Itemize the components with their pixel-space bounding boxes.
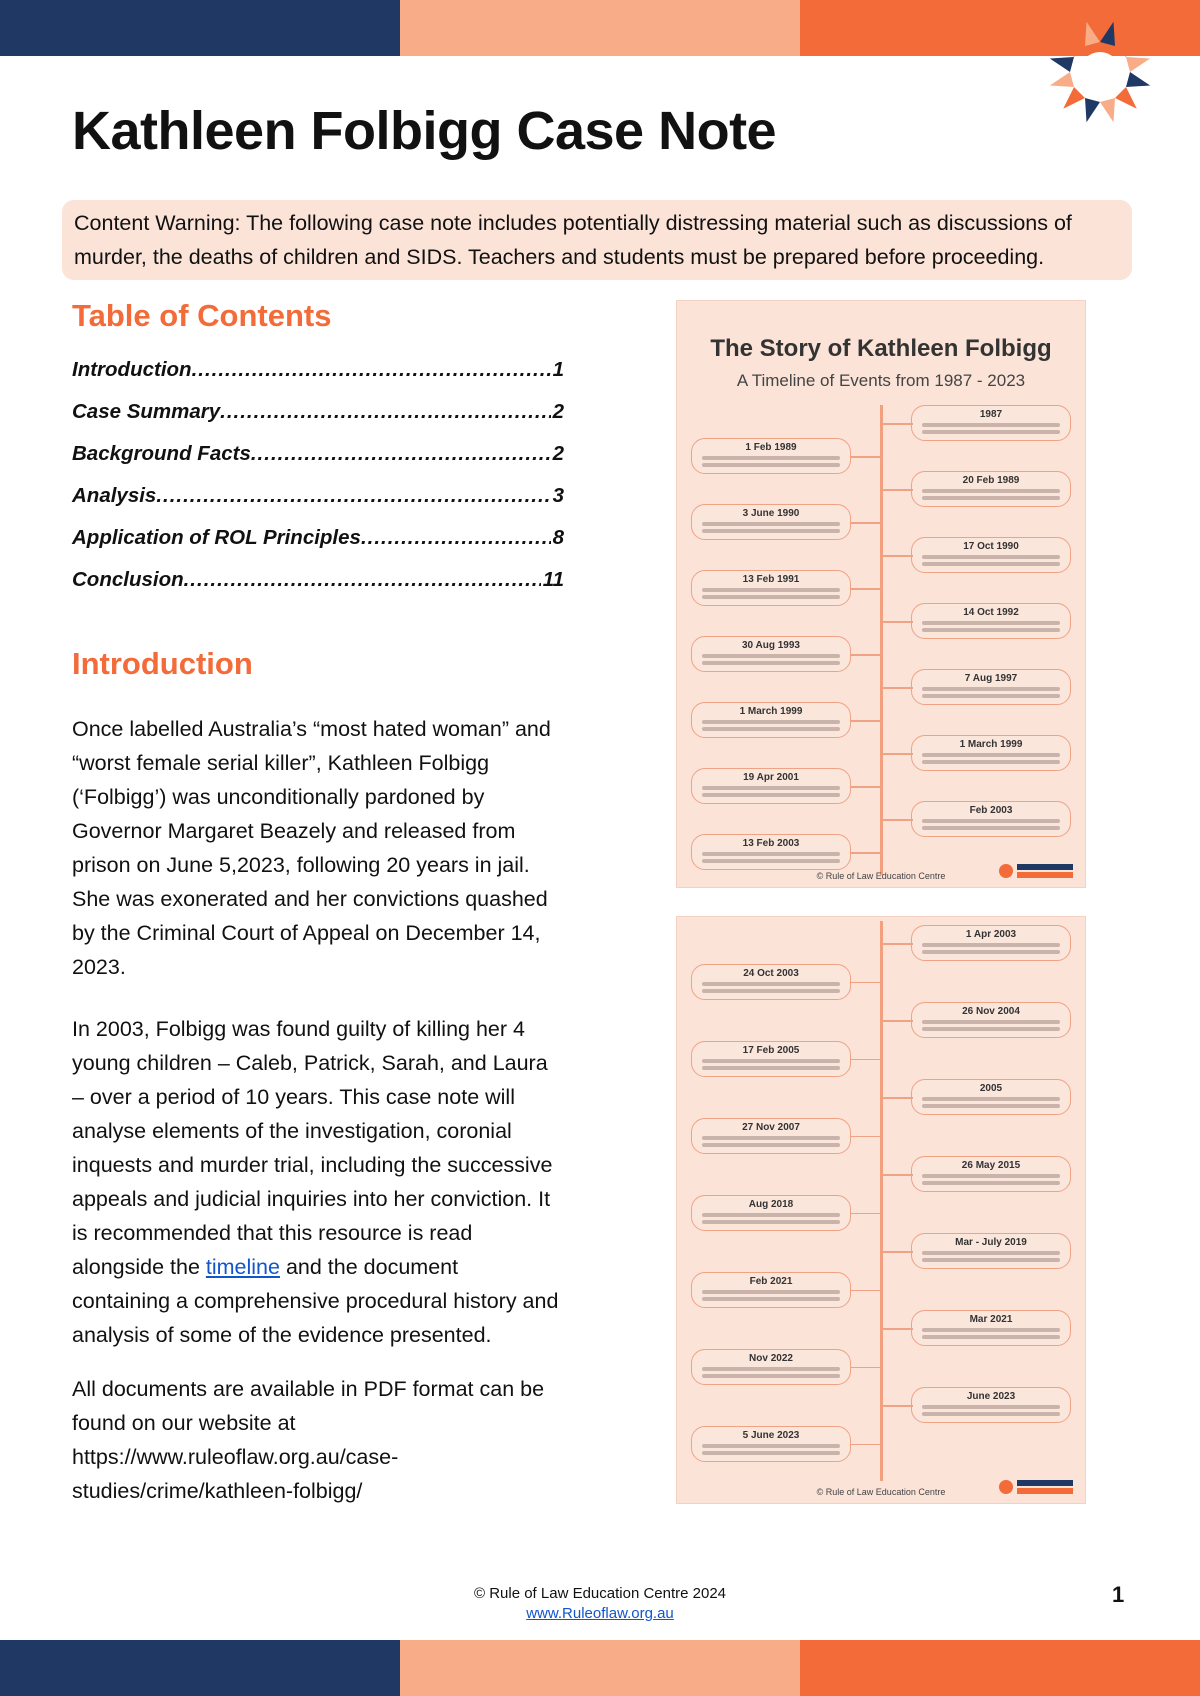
timeline-event-text-placeholder <box>698 654 844 665</box>
timeline-event <box>911 669 1071 705</box>
band-segment-navy <box>0 0 400 56</box>
timeline-event <box>691 964 851 1000</box>
timeline-event <box>691 636 851 672</box>
timeline-event-text-placeholder <box>918 1020 1064 1031</box>
timeline-event-date: 17 Feb 2005 <box>742 1044 800 1056</box>
timeline-connector <box>883 1328 913 1330</box>
timeline-event-date: 1 Apr 2003 <box>965 929 1017 940</box>
timeline-connector <box>883 1405 913 1407</box>
introduction-paragraph-2: In 2003, Folbigg was found guilty of killing her 4 young children – Caleb, Patrick, Sarah, and Laura – over a period of 10 years. This case note will analyse elements of the investigation, coronial inquests and murder trial, including the successive appeals and judicial inquiries into her conviction. It is recommended that this resource is read alongside the timeline and the document containing a comprehensive procedural history and analysis of some of the evidence presented. <box>72 1017 559 1347</box>
logo-star-point <box>1050 57 1074 72</box>
timeline-event-text-placeholder <box>698 522 844 533</box>
timeline-event-date: 20 Feb 1989 <box>962 475 1020 486</box>
toc-item-analysis[interactable]: Analysis ..... 3 <box>72 472 564 514</box>
timeline-event-date: Feb 2021 <box>749 1275 793 1287</box>
timeline-event <box>911 405 1071 441</box>
timeline-connector <box>883 753 913 755</box>
rule-of-law-badge-icon <box>997 861 1077 881</box>
timeline-event <box>691 1349 851 1385</box>
timeline-connector <box>883 423 913 425</box>
introduction-paragraph-1: Once labelled Australia’s “most hated woman” and “worst female serial killer”, Kathleen Folbigg (‘Folbigg’) was unconditionally pardoned by Governor Margaret Beazely and released from prison on June 5,2023, following 20 years in jail. She was exonerated and her convictions quashed by the Criminal Court of Appeal on December 14, 2023. <box>72 717 551 979</box>
timeline-event <box>911 801 1071 837</box>
logo-star-point <box>1050 72 1074 87</box>
timeline-event-date: 24 Oct 2003 <box>743 967 799 979</box>
timeline-event <box>691 504 851 540</box>
timeline-event-text-placeholder <box>698 1059 844 1070</box>
timeline-event <box>911 1387 1071 1423</box>
timeline-event-text-placeholder <box>698 982 844 993</box>
timeline-event-date: June 2023 <box>966 1391 1016 1402</box>
timeline-event-date: 27 Nov 2007 <box>742 1121 800 1133</box>
timeline-connector <box>851 522 881 524</box>
page-title: Kathleen Folbigg Case Note <box>72 101 777 161</box>
band-segment-peach <box>400 0 800 56</box>
poster-credit-2: © Rule of Law Education Centre <box>816 1487 946 1497</box>
logo-star-point <box>1085 98 1100 122</box>
timeline-event-date: 2005 <box>979 1083 1003 1094</box>
timeline-event-date: 1 March 1999 <box>959 739 1023 750</box>
timeline-connector <box>883 819 913 821</box>
timeline-event-date: 19 Apr 2001 <box>743 772 799 783</box>
timeline-connector <box>883 1174 913 1176</box>
timeline-event-date: Feb 2003 <box>969 805 1013 816</box>
timeline-connector <box>883 555 913 557</box>
timeline-event-date: 13 Feb 2003 <box>742 838 800 849</box>
timeline-event-text-placeholder <box>918 819 1064 830</box>
timeline-event-text-placeholder <box>918 555 1064 566</box>
logo-star-point <box>1063 87 1085 109</box>
timeline-event-date: 14 Oct 1992 <box>963 607 1019 618</box>
timeline-event-date: 5 June 2023 <box>742 1429 800 1441</box>
logo-star-point <box>1085 22 1100 46</box>
rule-of-law-badge-icon-2 <box>997 1477 1077 1497</box>
timeline-event-date: 1 March 1999 <box>739 706 803 717</box>
page-footer <box>0 1584 1200 1624</box>
timeline-connector <box>883 1020 913 1022</box>
timeline-connector <box>851 1136 881 1138</box>
timeline-connector <box>883 687 913 689</box>
timeline-poster-part-1 <box>676 300 1086 888</box>
timeline-connector <box>851 588 881 590</box>
timeline-event-date: Mar - July 2019 <box>955 1237 1027 1248</box>
timeline-connector <box>851 1059 881 1061</box>
poster-credit: © Rule of Law Education Centre <box>816 871 946 881</box>
timeline-event-date: 26 May 2015 <box>961 1160 1021 1171</box>
timeline-axis <box>880 405 883 875</box>
rule-of-law-logo-icon <box>1040 12 1160 132</box>
toc-item-case-summary[interactable]: Case Summary ..... 2 <box>72 388 564 430</box>
logo-star-point <box>1126 72 1150 87</box>
timeline-connector <box>851 852 881 854</box>
timeline-event-date: 3 June 1990 <box>742 508 800 519</box>
toc-heading: Table of Contents <box>72 298 332 333</box>
timeline-event-date: Aug 2018 <box>748 1198 794 1210</box>
timeline-event-text-placeholder <box>918 1097 1064 1108</box>
timeline-event <box>911 1156 1071 1192</box>
timeline-event <box>691 570 851 606</box>
toc-item-background-facts[interactable]: Background Facts ..... 2 <box>72 430 564 472</box>
timeline-event-text-placeholder <box>698 786 844 797</box>
timeline-connector <box>883 489 913 491</box>
timeline-event <box>691 1426 851 1462</box>
poster-subtitle: A Timeline of Events from 1987 - 2023 <box>736 371 1026 390</box>
timeline-event-date: Nov 2022 <box>749 1352 793 1364</box>
timeline-event <box>911 1233 1071 1269</box>
logo-star-point <box>1115 35 1137 57</box>
timeline-link[interactable]: timeline <box>205 1255 280 1279</box>
timeline-event-text-placeholder <box>698 1367 844 1378</box>
timeline-event-date: 1987 <box>979 409 1003 420</box>
page-number: 1 <box>1112 1582 1125 1607</box>
footer-website-link[interactable]: www.Ruleoflaw.org.au <box>526 1605 674 1622</box>
timeline-connector <box>851 720 881 722</box>
timeline-event <box>691 1272 851 1308</box>
timeline-connector <box>851 982 881 984</box>
timeline-event <box>911 1002 1071 1038</box>
logo-star-point <box>1100 22 1115 46</box>
timeline-event <box>691 834 851 870</box>
footer-copyright: © Rule of Law Education Centre 2024 <box>473 1585 727 1602</box>
logo-star-point <box>1115 87 1137 109</box>
timeline-event-text-placeholder <box>698 1136 844 1147</box>
timeline-connector <box>851 1290 881 1292</box>
timeline-connector <box>851 786 881 788</box>
timeline-connector <box>883 943 913 945</box>
timeline-event <box>911 925 1071 961</box>
timeline-event-date: 26 Nov 2004 <box>962 1006 1020 1017</box>
timeline-event <box>911 1079 1071 1115</box>
toc-item-application-rol[interactable]: Application of ROL Principles ..... 8 <box>72 514 564 556</box>
introduction-paragraph-3: All documents are available in PDF format can be found on our website at https://www.ruleoflaw.org.au/case-studies/crime/kathleen-folbigg/ <box>72 1377 545 1503</box>
poster-title: The Story of Kathleen Folbigg <box>710 335 1052 362</box>
timeline-connector <box>851 654 881 656</box>
timeline-event <box>691 1195 851 1231</box>
timeline-event-text-placeholder <box>918 489 1064 500</box>
timeline-event-date: 7 Aug 1997 <box>964 673 1018 684</box>
timeline-event-text-placeholder <box>698 1213 844 1224</box>
timeline-event <box>911 603 1071 639</box>
timeline-event-date: Mar 2021 <box>969 1314 1013 1325</box>
timeline-axis-2 <box>880 921 883 1481</box>
timeline-event <box>691 702 851 738</box>
timeline-connector <box>883 621 913 623</box>
timeline-event-text-placeholder <box>698 720 844 731</box>
timeline-event-text-placeholder <box>918 423 1064 434</box>
timeline-event-text-placeholder <box>918 687 1064 698</box>
timeline-connector <box>851 1213 881 1215</box>
timeline-event <box>911 537 1071 573</box>
timeline-event-text-placeholder <box>698 1444 844 1455</box>
timeline-event <box>691 438 851 474</box>
timeline-event-date: 1 Feb 1989 <box>745 442 797 453</box>
timeline-connector <box>883 1251 913 1253</box>
timeline-event <box>911 735 1071 771</box>
timeline-event <box>691 1118 851 1154</box>
timeline-connector <box>883 1097 913 1099</box>
timeline-connector <box>851 1444 881 1446</box>
top-color-band <box>0 0 1200 56</box>
timeline-event-text-placeholder <box>698 1290 844 1301</box>
timeline-event-date: 13 Feb 1991 <box>742 574 800 585</box>
timeline-poster-part-2 <box>676 916 1086 1504</box>
timeline-event-text-placeholder <box>918 1328 1064 1339</box>
toc-item-introduction[interactable]: Introduction ..... 1 <box>72 346 564 388</box>
timeline-event-text-placeholder <box>918 1405 1064 1416</box>
timeline-event-text-placeholder <box>918 943 1064 954</box>
introduction-heading: Introduction <box>72 646 253 681</box>
timeline-event-date: 30 Aug 1993 <box>742 640 800 651</box>
timeline-event-text-placeholder <box>698 588 844 599</box>
timeline-connector <box>851 456 881 458</box>
timeline-event-text-placeholder <box>918 621 1064 632</box>
logo-star-point <box>1063 35 1085 57</box>
timeline-event-text-placeholder <box>698 456 844 467</box>
timeline-event <box>691 1041 851 1077</box>
bottom-color-band <box>0 1640 1200 1696</box>
content-warning-box: Content Warning: The following case note includes potentially distressing material such as discussions of murder, the deaths of children and SIDS. Teachers and students must be prepared before proceeding. <box>62 200 1132 280</box>
table-of-contents <box>72 346 564 598</box>
timeline-event-text-placeholder <box>918 753 1064 764</box>
timeline-event-text-placeholder <box>918 1251 1064 1262</box>
logo-star-point <box>1100 98 1115 122</box>
logo-star-point <box>1126 57 1150 72</box>
band-segment-orange <box>800 1640 1200 1696</box>
timeline-event-date: 17 Oct 1990 <box>963 541 1019 552</box>
timeline-event-text-placeholder <box>918 1174 1064 1185</box>
band-segment-peach <box>400 1640 800 1696</box>
timeline-event <box>911 471 1071 507</box>
timeline-connector <box>851 1367 881 1369</box>
timeline-event <box>911 1310 1071 1346</box>
timeline-event <box>691 768 851 804</box>
band-segment-navy <box>0 1640 400 1696</box>
toc-item-conclusion[interactable]: Conclusion ..... 11 <box>72 556 564 598</box>
timeline-event-text-placeholder <box>698 852 844 863</box>
